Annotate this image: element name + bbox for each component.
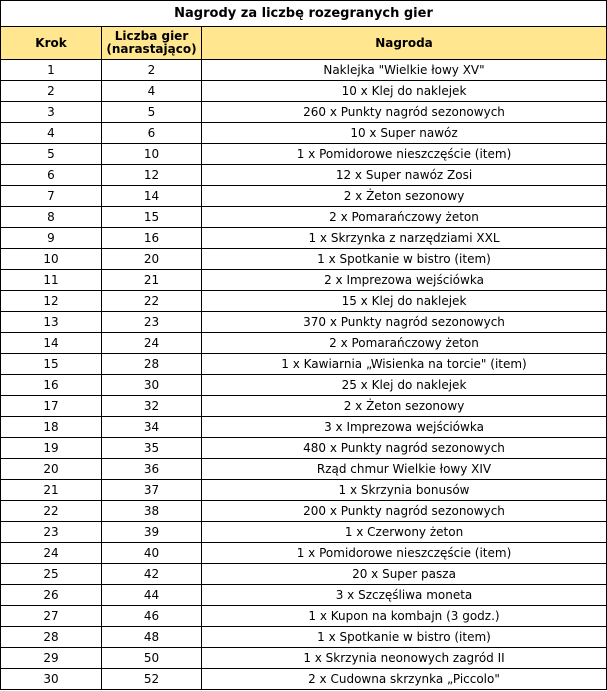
cell-step: 8 xyxy=(1,207,102,228)
table-row xyxy=(1,270,607,291)
table-row xyxy=(1,291,607,312)
cell-reward: 2 x Pomarańczowy żeton xyxy=(202,207,607,228)
table-body xyxy=(1,60,607,690)
cell-reward: Rząd chmur Wielkie łowy XIV xyxy=(202,459,607,480)
cell-games: 23 xyxy=(102,312,202,333)
cell-games: 12 xyxy=(102,165,202,186)
cell-step: 20 xyxy=(1,459,102,480)
table-row xyxy=(1,207,607,228)
cell-games: 5 xyxy=(102,102,202,123)
cell-games: 39 xyxy=(102,522,202,543)
cell-reward: 1 x Kawiarnia „Wisienka na torcie" (item) xyxy=(202,354,607,375)
cell-games: 52 xyxy=(102,669,202,690)
cell-step: 1 xyxy=(1,60,102,81)
cell-reward: 2 x Żeton sezonowy xyxy=(202,396,607,417)
cell-step: 6 xyxy=(1,165,102,186)
cell-games: 30 xyxy=(102,375,202,396)
cell-reward: 10 x Super nawóz xyxy=(202,123,607,144)
table-row xyxy=(1,606,607,627)
table-row xyxy=(1,123,607,144)
cell-games: 36 xyxy=(102,459,202,480)
cell-reward: 25 x Klej do naklejek xyxy=(202,375,607,396)
cell-reward: 2 x Imprezowa wejściówka xyxy=(202,270,607,291)
cell-reward: Naklejka "Wielkie łowy XV" xyxy=(202,60,607,81)
cell-reward: 1 x Skrzynia bonusów xyxy=(202,480,607,501)
column-header-games-line2: (narastająco) xyxy=(106,42,197,56)
table-row xyxy=(1,354,607,375)
cell-games: 50 xyxy=(102,648,202,669)
cell-games: 38 xyxy=(102,501,202,522)
table-row xyxy=(1,564,607,585)
cell-games: 35 xyxy=(102,438,202,459)
cell-reward: 10 x Klej do naklejek xyxy=(202,81,607,102)
cell-games: 28 xyxy=(102,354,202,375)
cell-games: 10 xyxy=(102,144,202,165)
cell-games: 44 xyxy=(102,585,202,606)
table-row xyxy=(1,312,607,333)
cell-games: 21 xyxy=(102,270,202,291)
cell-step: 26 xyxy=(1,585,102,606)
cell-games: 20 xyxy=(102,249,202,270)
cell-reward: 1 x Pomidorowe nieszczęście (item) xyxy=(202,144,607,165)
table-row xyxy=(1,249,607,270)
cell-games: 2 xyxy=(102,60,202,81)
cell-step: 30 xyxy=(1,669,102,690)
table-title: Nagrody za liczbę rozegranych gier xyxy=(1,1,607,27)
cell-step: 9 xyxy=(1,228,102,249)
cell-step: 4 xyxy=(1,123,102,144)
cell-games: 15 xyxy=(102,207,202,228)
cell-reward: 1 x Pomidorowe nieszczęście (item) xyxy=(202,543,607,564)
column-header-games-line1: Liczba gier xyxy=(114,29,189,43)
cell-reward: 200 x Punkty nagród sezonowych xyxy=(202,501,607,522)
cell-step: 19 xyxy=(1,438,102,459)
table-row xyxy=(1,585,607,606)
cell-reward: 1 x Kupon na kombajn (3 godz.) xyxy=(202,606,607,627)
table-row xyxy=(1,102,607,123)
column-header-reward: Nagroda xyxy=(202,27,607,60)
table-title-row xyxy=(1,1,607,27)
cell-step: 14 xyxy=(1,333,102,354)
table-row xyxy=(1,480,607,501)
cell-games: 48 xyxy=(102,627,202,648)
cell-reward: 2 x Żeton sezonowy xyxy=(202,186,607,207)
cell-reward: 2 x Pomarańczowy żeton xyxy=(202,333,607,354)
table-row xyxy=(1,438,607,459)
cell-step: 29 xyxy=(1,648,102,669)
cell-games: 22 xyxy=(102,291,202,312)
table-row xyxy=(1,60,607,81)
cell-reward: 15 x Klej do naklejek xyxy=(202,291,607,312)
cell-games: 14 xyxy=(102,186,202,207)
table-header-row xyxy=(1,27,607,60)
table-row xyxy=(1,522,607,543)
cell-step: 16 xyxy=(1,375,102,396)
table-row xyxy=(1,396,607,417)
table-row xyxy=(1,627,607,648)
cell-reward: 1 x Skrzynka z narzędziami XXL xyxy=(202,228,607,249)
cell-reward: 3 x Szczęśliwa moneta xyxy=(202,585,607,606)
cell-step: 13 xyxy=(1,312,102,333)
cell-reward: 1 x Skrzynia neonowych zagród II xyxy=(202,648,607,669)
cell-games: 40 xyxy=(102,543,202,564)
cell-step: 5 xyxy=(1,144,102,165)
cell-games: 6 xyxy=(102,123,202,144)
cell-games: 46 xyxy=(102,606,202,627)
cell-step: 28 xyxy=(1,627,102,648)
cell-step: 24 xyxy=(1,543,102,564)
cell-reward: 480 x Punkty nagród sezonowych xyxy=(202,438,607,459)
cell-games: 24 xyxy=(102,333,202,354)
cell-reward: 1 x Spotkanie w bistro (item) xyxy=(202,627,607,648)
table-row xyxy=(1,648,607,669)
table-row xyxy=(1,186,607,207)
table-row xyxy=(1,543,607,564)
table-row xyxy=(1,375,607,396)
cell-step: 11 xyxy=(1,270,102,291)
cell-games: 32 xyxy=(102,396,202,417)
cell-step: 12 xyxy=(1,291,102,312)
cell-games: 4 xyxy=(102,81,202,102)
cell-reward: 12 x Super nawóz Zosi xyxy=(202,165,607,186)
cell-step: 22 xyxy=(1,501,102,522)
cell-step: 21 xyxy=(1,480,102,501)
cell-games: 34 xyxy=(102,417,202,438)
column-header-step: Krok xyxy=(1,27,102,60)
table-row xyxy=(1,81,607,102)
cell-step: 25 xyxy=(1,564,102,585)
cell-reward: 260 x Punkty nagród sezonowych xyxy=(202,102,607,123)
cell-step: 2 xyxy=(1,81,102,102)
cell-step: 3 xyxy=(1,102,102,123)
table-row xyxy=(1,459,607,480)
cell-games: 16 xyxy=(102,228,202,249)
cell-games: 42 xyxy=(102,564,202,585)
table-row xyxy=(1,228,607,249)
cell-reward: 20 x Super pasza xyxy=(202,564,607,585)
table-row xyxy=(1,165,607,186)
column-header-games xyxy=(102,27,202,60)
cell-step: 10 xyxy=(1,249,102,270)
cell-step: 18 xyxy=(1,417,102,438)
table-row xyxy=(1,417,607,438)
cell-step: 23 xyxy=(1,522,102,543)
cell-reward: 1 x Czerwony żeton xyxy=(202,522,607,543)
table-row xyxy=(1,333,607,354)
cell-reward: 370 x Punkty nagród sezonowych xyxy=(202,312,607,333)
cell-reward: 2 x Cudowna skrzynka „Piccolo" xyxy=(202,669,607,690)
cell-step: 7 xyxy=(1,186,102,207)
cell-reward: 3 x Imprezowa wejściówka xyxy=(202,417,607,438)
cell-step: 17 xyxy=(1,396,102,417)
cell-step: 15 xyxy=(1,354,102,375)
cell-step: 27 xyxy=(1,606,102,627)
table-row xyxy=(1,501,607,522)
cell-reward: 1 x Spotkanie w bistro (item) xyxy=(202,249,607,270)
table-row xyxy=(1,144,607,165)
cell-games: 37 xyxy=(102,480,202,501)
table-row xyxy=(1,669,607,690)
